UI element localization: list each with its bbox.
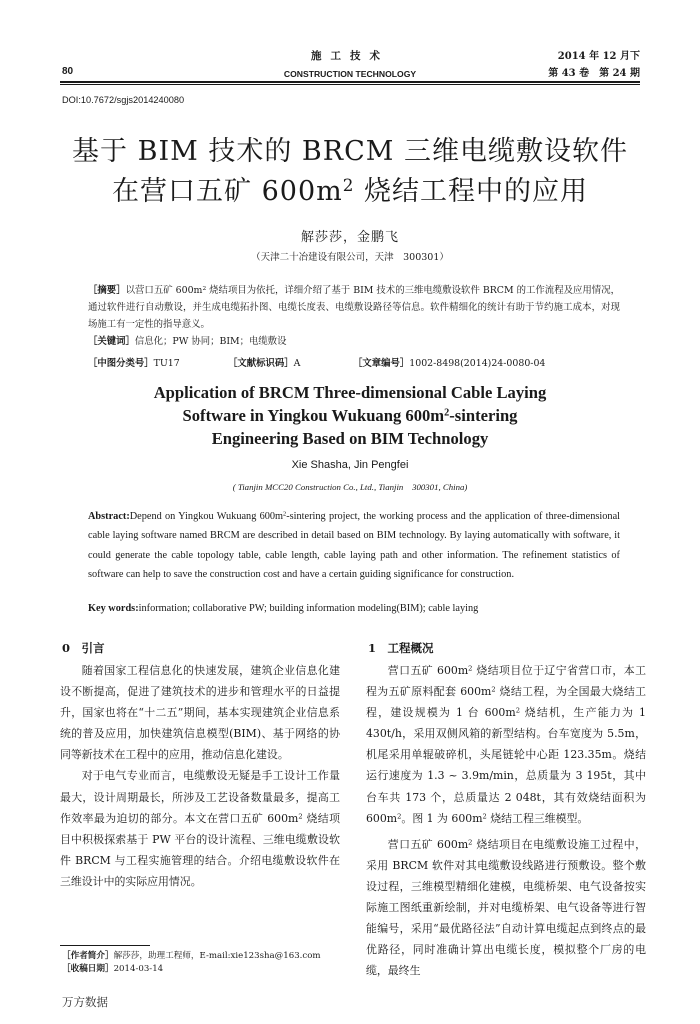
footnote-received: ［收稿日期］2014-03-14 bbox=[62, 964, 164, 974]
title-en-line1: Application of BRCM Three-dimensional Cable Laying bbox=[153, 383, 547, 402]
journal-name-cn: 施工技术 bbox=[311, 50, 389, 62]
section-heading-overview: 1 工程概况 bbox=[368, 641, 434, 655]
volume-issue: 第 43 卷 第 24 期 bbox=[548, 68, 640, 79]
title-cn-line1: 基于 BIM 技术的 BRCM 三维电缆敷设软件 bbox=[72, 136, 628, 167]
paragraph: 营口五矿 $600m^2$ 烧结项目位于辽宁省营口市，本工程为五矿原料配套 $600m^2$ 烧结工程，为全国最大烧结工程，建设规模为 1 台 $600m^2$ 烧结机，生产能力为 1 430t/h，采用双侧风箱的新型结构。台车宽度为 5.5m，机尾采用单辊破碎机，头尾链轮中心距 123.35m。烧结运行速度为 1.3 ~ 3.9m/min，总质量为 3 195t，其中台车共 173 个，总质量达 2 048t，其有效烧结面积为 $600m^2$。图 1 为 $600m^2$ 烧结工程三维模型。 bbox=[366, 664, 647, 825]
page-number: 80 bbox=[62, 66, 74, 77]
affiliation-cn: （天津二十冶建设有限公司，天津 300301） bbox=[251, 252, 449, 263]
issue-date: 2014 年 12 月下 bbox=[557, 51, 640, 62]
keywords-en-line bbox=[88, 603, 478, 614]
keywords-en-label: Key words: bbox=[88, 603, 139, 614]
title-cn-line2: 在营口五矿 $600m^2$ 烧结工程中的应用 bbox=[112, 174, 588, 207]
column-left bbox=[60, 660, 340, 892]
affiliation-en: ( Tianjin MCC20 Construction Co., Ltd., Tianjin 300301, China) bbox=[232, 482, 468, 492]
title-en-line3: Engineering Based on BIM Technology bbox=[211, 429, 489, 448]
paragraph: 随着国家工程信息化的快速发展，建筑企业信息化建设不断提高，促进了建筑技术的进步和管理水平的日益提升，国家也将在“十二五”期间，基本实现建筑企业信息系统的普及应用，加快建筑信息模型(BIM)、基于网络的协同等新技术在工程中的应用，推动信息化建设。 bbox=[60, 664, 340, 762]
column-right bbox=[366, 660, 646, 981]
abstract-en-label: Abstract: bbox=[88, 511, 130, 522]
doc-code: ［文献标识码］A bbox=[228, 358, 301, 369]
paragraph: 对于电气专业而言，电缆敷设无疑是手工设计工作量最大，设计周期最长，所涉及工艺设备数量最多，提高工作效率最为迫切的部分。本文在营口五矿 $600m^2$ 烧结项目中积极探索基于 PW 平台的设计流程、三维电缆敷设软件 BRCM 与工程实施管理的结合。介绍电缆敷设软件在三维设计中的实际应用情况。 bbox=[60, 769, 340, 888]
footnote-rule bbox=[60, 945, 150, 946]
authors-en: Xie Shasha, Jin Pengfei bbox=[291, 459, 409, 471]
abstract-cn: ［摘要］以营口五矿 $600m^2$ 烧结项目为依托，详细介绍了基于 BIM 技术的三维电缆敷设软件 BRCM 的工作流程及应用情况，通过软件进行自动敷设，并生成电缆拓扑图、电缆长度表、电缆敷设路径等信息。软件精细化的统计有助于节约施工成本，对现场施工有一定性的指导意义。 ［关键词］信息化；PW 协同；BIM；电缆敷设 bbox=[88, 285, 620, 347]
abstract-en: Abstract:Depend on Yingkou Wukuang $600m^2$-sintering project, the working process and the application of three-dimensional cable laying software named BRCM are described in detail based on BIM technology. By laying automatically with software, it could generate the cable topology table, cable length, cable laying path and other information. The refinement statistics of software can help to save the construction cost and have a certain guiding significance for construction. bbox=[88, 510, 620, 580]
footnote-author: ［作者简介］解莎莎，助理工程师，E-mail:xie123sha@163.com bbox=[62, 951, 321, 961]
doi: DOI:10.7672/sgjs2014240080 bbox=[62, 95, 185, 105]
header-rule bbox=[60, 81, 640, 83]
header-rule-thin bbox=[60, 84, 640, 85]
journal-name-en: CONSTRUCTION TECHNOLOGY bbox=[283, 69, 417, 79]
clc: ［中图分类号］TU17 bbox=[88, 358, 180, 369]
paragraph: 营口五矿 $600m^2$ 烧结项目在电缆敷设施工过程中，采用 BRCM 软件对其电缆敷设线路进行预敷设。整个敷设过程，三维模型精细化建模，电缆桥架、电气设备按实际施工图纸重新绘制，并对电缆桥架、电气设备等进行智能编号，采用“最优路径法”自动计算电缆起点到终点的最优路径，同时准确计算出电缆长度，模拟整个厂房的电缆，最终生 bbox=[366, 837, 646, 978]
keywords-cn: 信息化；PW 协同；BIM；电缆敷设 bbox=[134, 336, 287, 347]
title-en-line2: Software in Yingkou Wukuang $600m^2$-sintering bbox=[182, 406, 518, 425]
abstract-cn-label: ［摘要］ bbox=[88, 285, 126, 296]
article-no: ［文章编号］1002-8498(2014)24-0080-04 bbox=[353, 358, 546, 369]
authors-cn: 解莎莎，金鹏飞 bbox=[300, 230, 399, 245]
keywords-en: information; collaborative PW; building information modeling(BIM); cable laying bbox=[138, 603, 479, 614]
watermark: 万方数据 bbox=[62, 995, 108, 1009]
keywords-cn-label: ［关键词］ bbox=[88, 336, 135, 347]
section-heading-introduction: 0 引言 bbox=[62, 641, 105, 655]
journal-header bbox=[250, 48, 450, 79]
issue-info bbox=[548, 48, 640, 82]
